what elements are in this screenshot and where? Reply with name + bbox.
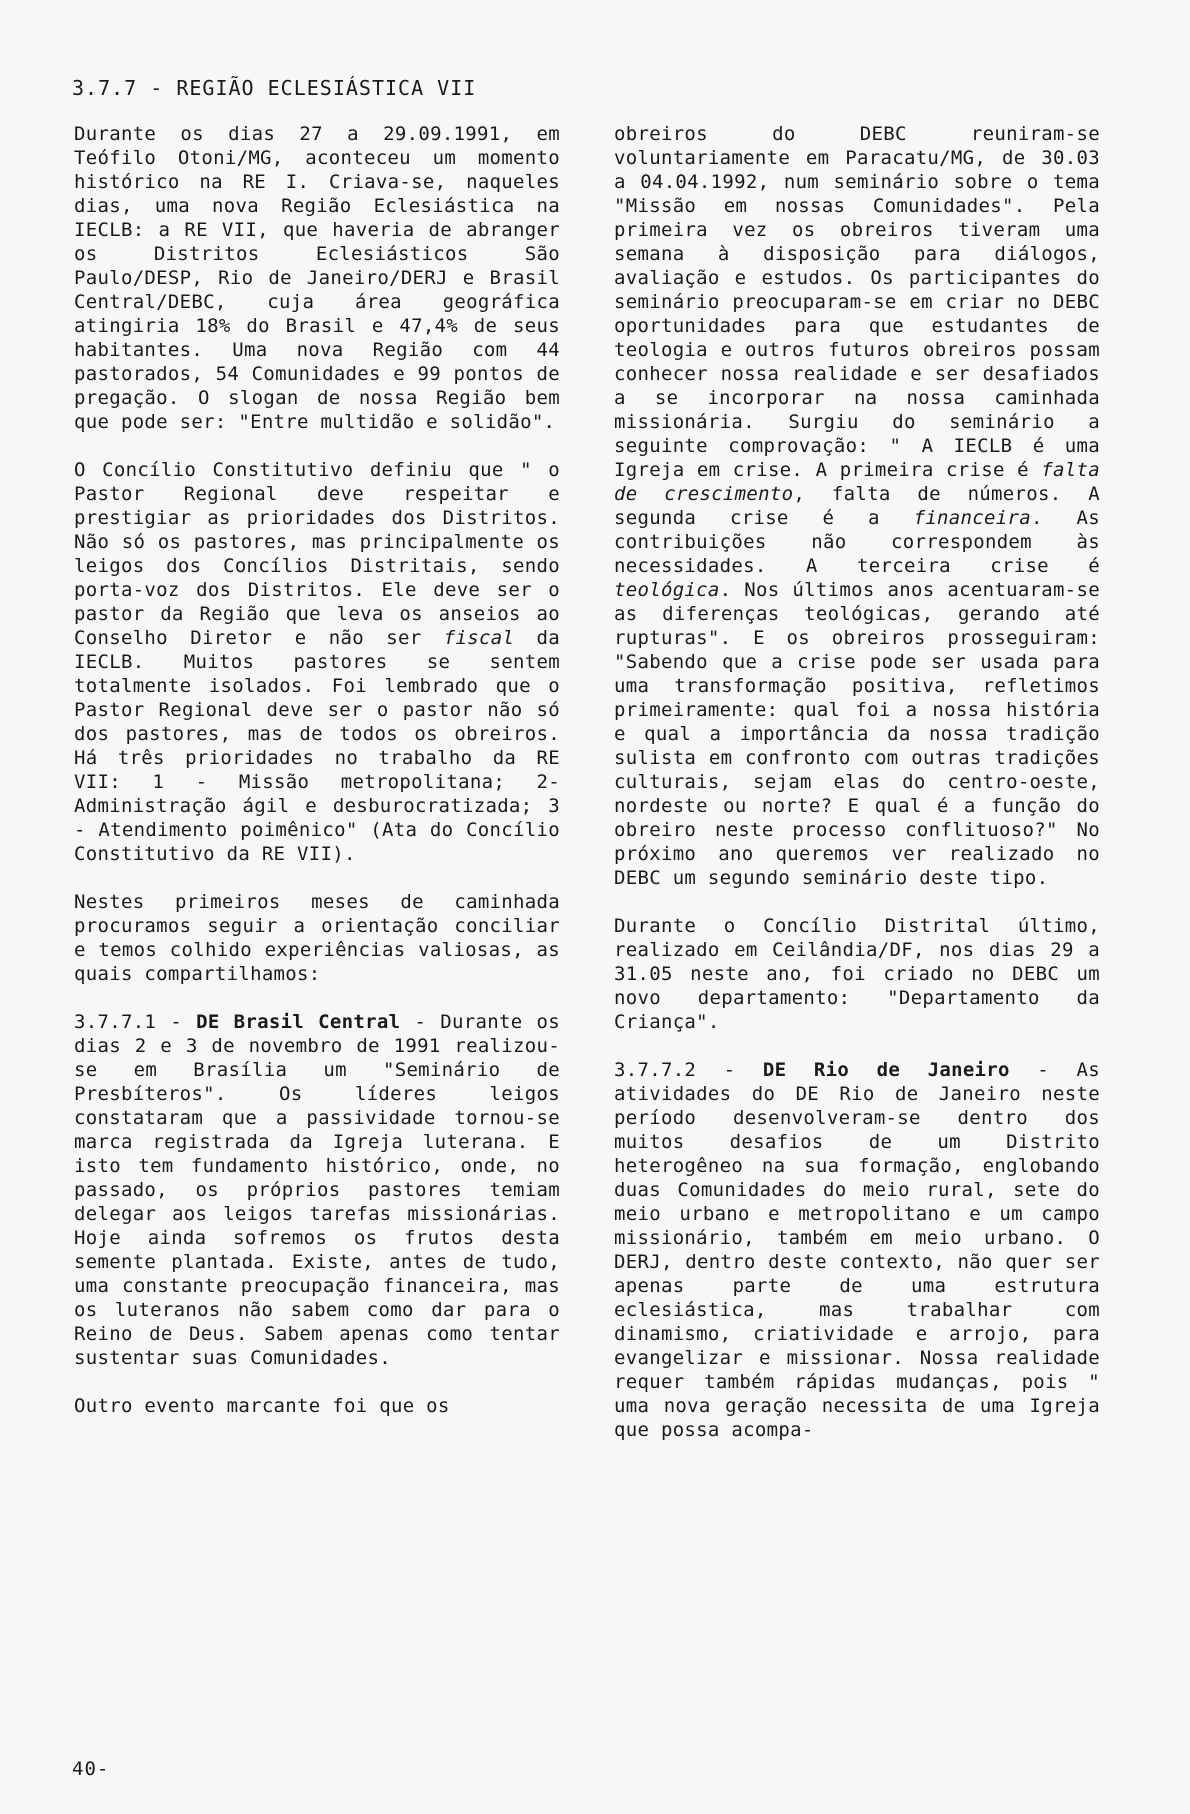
text-segment: obreiros do DEBC reuniram-se voluntariamente em Paracatu/MG, de 30.03 a 04.04.1992, num seminário sobre o tema "Missão em nossas Comunidades". Pela primeira vez os obreiros tiveram uma semana à disposição para diálogos, avaliação e estudos. Os participantes do seminário preocuparam-se em criar no DEBC oportunidades para que estudantes de teologia e outros futuros obreiros possam conhecer nossa realidade e ser desafiados a se incorporar na nossa caminhada missionária. Surgiu do seminário a seguinte comprovação: " A IECLB é uma Igreja em crise. A primeira crise é <box>614 123 1100 481</box>
paragraph-concilio-distrital: Durante o Concílio Distrital último, realizado em Ceilândia/DF, nos dias 29 a 31.05 neste ano, foi criado no DEBC um novo departamento: "Departamento da Criança". <box>614 915 1100 1033</box>
paragraph-de-brasil-central <box>74 1010 560 1370</box>
left-column <box>74 122 560 1442</box>
text-segment: da IECLB. Muitos pastores se sentem totalmente isolados. Foi lembrado que o Pastor Regional deve ser o pastor não só dos pastores, mas de todos os obreiros. Há três prioridades no trabalho da RE VII: 1 - Missão metropolitana; 2-Administração ágil e desburocratizada; 3 - Atendimento poimênico" (Ata do Concílio Constitutivo da RE VII). <box>74 627 561 865</box>
subsection-number: 3.7.7.1 - <box>74 1011 197 1033</box>
text-segment: - As atividades do DE Rio de Janeiro neste período desenvolveram-se dentro dos muitos desafios de um Distrito heterogêneo na sua formação, englobando duas Comunidades do meio rural, sete do meio urbano e metropolitano e um campo missionário, também em meio urbano. O DERJ, dentro deste contexto, não quer ser apenas parte de uma estrutura eclesiástica, mas trabalhar com dinamismo, criatividade e arrojo, para evangelizar e missionar. Nossa realidade requer também rápidas mudanças, pois " uma nova geração necessita de uma Igreja que possa acompa- <box>614 1059 1101 1441</box>
text-segment: . As contribuições não correspondem às necessidades. A terceira crise é <box>614 507 1100 577</box>
subsection-number: 3.7.7.2 - <box>614 1059 763 1081</box>
italic-financeira: financeira <box>913 507 1031 529</box>
paragraph-seminario-paracatu <box>614 122 1100 890</box>
section-heading: 3.7.7 - REGIÃO ECLESIÁSTICA VII <box>72 76 477 100</box>
right-column <box>614 122 1100 1466</box>
text-segment: O Concílio Constitutivo definiu que " o Pastor Regional deve respeitar e prestigiar as prioridades dos Distritos. Não só os pastores, mas principalmente os leigos dos Concílios Distritais, sendo porta-voz dos Distritos. Ele deve ser o pastor da Região que leva os anseios ao Conselho Diretor e não ser <box>74 459 560 649</box>
italic-teologica: teológica <box>614 579 720 601</box>
page-number: 40- <box>72 1758 110 1780</box>
italic-falta-crescimento: falta de crescimento <box>614 459 1100 505</box>
text-segment: - Durante os dias 2 e 3 de novembro de 1991 realizou-se em Brasília um "Seminário de Presbíteros". Os líderes leigos constataram que a passividade tornou-se marca registrada da Igreja luterana. E isto tem fundamento histórico, onde, no passado, os próprios pastores temiam delegar aos leigos tarefas missionárias. Hoje ainda sofremos os frutos desta semente plantada. Existe, antes de tudo, uma constante preocupação financeira, mas os luteranos não sabem como dar para o Reino de Deus. Sabem apenas como tentar sustentar suas Comunidades. <box>74 1011 561 1369</box>
subsection-title: DE Brasil Central <box>196 1011 401 1033</box>
paragraph-outro-evento: Outro evento marcante foi que os <box>74 1395 450 1417</box>
paragraph-primeiros-meses: Nestes primeiros meses de caminhada procuramos seguir a orientação conciliar e temos colhido experiências valiosas, as quais compartilhamos: <box>74 891 560 985</box>
paragraph-de-rio-de-janeiro <box>614 1058 1100 1442</box>
text-segment: , falta de números. A segunda crise é a <box>614 483 1100 529</box>
paragraph-concilio-constitutivo <box>74 458 560 866</box>
paragraph-re-vii-creation: Durante os dias 27 a 29.09.1991, em Teófilo Otoni/MG, aconteceu um momento histórico na RE I. Criava-se, naqueles dias, uma nova Região Eclesiástica na IECLB: a RE VII, que haveria de abranger os Distritos Eclesiásticos São Paulo/DESP, Rio de Janeiro/DERJ e Brasil Central/DEBC, cuja área geográfica atingiria 18% do Brasil e 47,4% de seus habitantes. Uma nova Região com 44 pastorados, 54 Comunidades e 99 pontos de pregação. O slogan de nossa Região bem que pode ser: "Entre multidão e solidão". <box>74 123 560 433</box>
subsection-title: DE Rio de Janeiro <box>762 1059 1010 1081</box>
italic-fiscal: fiscal <box>443 627 515 649</box>
text-segment: . Nos últimos anos acentuaram-se as diferenças teológicas, gerando até rupturas". E os obreiros prosseguiram: "Sabendo que a crise pode ser usada para uma transformação positiva, refletimos primeiramente: qual foi a nossa história e qual a importância da nossa tradição sulista em confronto com outras tradições culturais, sejam elas do centro-oeste, nordeste ou norte? E qual é a função do obreiro neste processo conflituoso?" No próximo ano queremos ver realizado no DEBC um segundo seminário deste tipo. <box>614 579 1100 889</box>
